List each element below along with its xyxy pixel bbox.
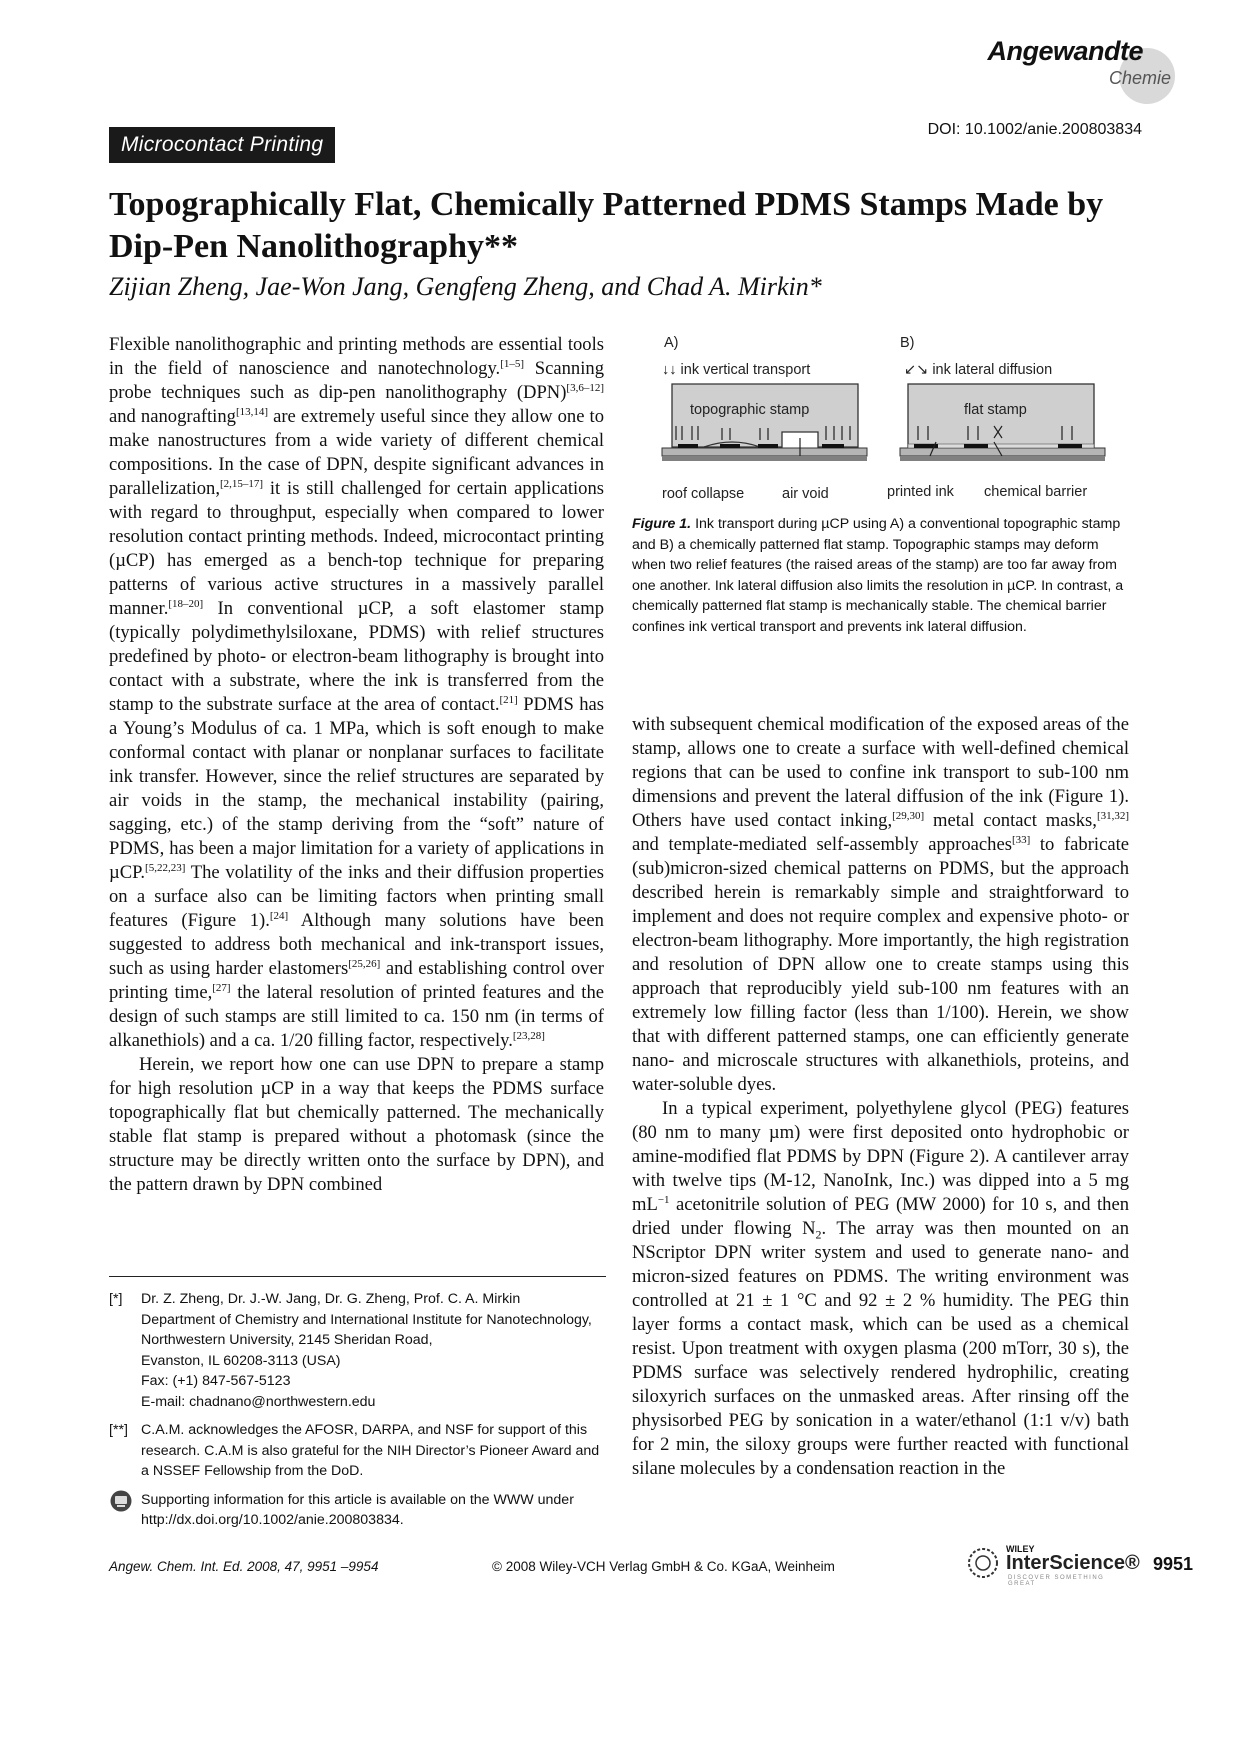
footnote-mark: [*] [109,1291,123,1307]
topographic-stamp-drawing [662,384,867,461]
publisher-tagline: DISCOVER SOMETHING GREAT [1008,1575,1105,1587]
footnote-mark: [**] [109,1422,128,1438]
panel-a-stamp-label: topographic stamp [690,402,810,418]
globe-icon [966,1546,1000,1580]
panel-b-label: B) [900,335,915,351]
flat-stamp-drawing [900,384,1105,461]
label-printed-ink: printed ink [887,484,954,500]
label-air-void: air void [782,486,829,502]
label-roof-collapse: roof collapse [662,486,745,502]
left-column [109,333,604,1197]
figure-1 [632,332,1132,504]
panel-a-arrow-label: ↓↓ ink vertical transport [662,362,811,378]
footnote-acknowledgement [109,1420,606,1482]
article-authors: Zijian Zheng, Jae-Won Jang, Gengfeng Zheng, and Chad A. Mirkin* [109,272,822,301]
footnote-text[interactable]: Supporting information for this article is available on the WWW under http://dx.doi.org/10.1002/anie.200803834. [141,1491,574,1528]
computer-icon [109,1490,141,1531]
panel-a-label: A) [664,335,679,351]
logo-line2: Chemie [1108,68,1171,88]
footnote-line: Dr. Z. Zheng, Dr. J.-W. Jang, Dr. G. Zheng, Prof. C. A. Mirkin [141,1291,521,1307]
publisher-name: InterScience® [1006,1552,1140,1574]
panel-b-arrow-label: ↙↘ ink lateral diffusion [904,362,1053,378]
footnote-email[interactable]: E-mail: chadnano@northwestern.edu [141,1393,376,1410]
article-title: Topographically Flat, Chemically Patterned PDMS Stamps Made by Dip-Pen Nanolithography** [109,186,1104,265]
paragraph: Flexible nanolithographic and printing methods are essential tools in the field of nanoscience and nanotechnology.[1–5] Scanning probe techniques such as dip-pen nanolithography (DPN)[3,6–12] and nanografting[13,14] are extremely useful since they allow one to make nanostructures from a wide variety of different chemical compositions. In the case of DPN, despite significant advances in parallelization,[2,15–17] it is still challenged for certain applications with regard to throughput, especially when compared to lower resolution contact printing methods. Indeed, microcontact printing (µCP) has emerged as a bench-top technique for preparing patterns of various active structures in a massively parallel manner.[18–20] In conventional µCP, a soft elastomer stamp (typically polydimethylsiloxane, PDMS) with relief structures predefined by photo- or electron-beam lithography is brought into contact with a substrate, where the ink is transferred from the stamp to the substrate surface at the area of contact.[21] PDMS has a Young’s Modulus of ca. 1 MPa, which is soft enough to make conformal contact with planar or nonplanar surfaces to facilitate ink transfer. However, since the relief structures are separated by air voids in the stamp, the mechanical instability (pairing, sagging, etc.) of the stamp deriving from the “soft” nature of PDMS, has been a major limitation for a variety of applications in µCP.[5,22,23] The volatility of the inks and their diffusion properties on a surface also can be limiting factors when printing small features (Figure 1).[24] Although many solutions have been suggested to address both mechanical and ink-transport issues, such as using harder elastomers[25,26] and establishing control over printing time,[27] the lateral resolution of printed features and the design of such stamps are still limited to ca. 150 nm (in terms of alkanethiols) and a ca. 1/20 filling factor, respectively.[23,28] [109,334,605,1051]
footnote-text: C.A.M. acknowledges the AFOSR, DARPA, and NSF for support of this research. C.A.M is also grateful for the NIH Director’s Pioneer Award and a NSSEF Fellowship from the DoD. [141,1422,600,1479]
right-column [632,713,1129,1481]
panel-b-stamp-label: flat stamp [964,402,1027,418]
paragraph: with subsequent chemical modification of the exposed areas of the stamp, allows one to create a surface with well-defined chemical regions that can be used to confine ink transport to sub-100 nm dimensions and prevent the lateral diffusion of the ink (Figure 1). Others have used contact inking,[29,30] metal contact masks,[31,32] and template-mediated self-assembly approaches[33] to fabricate (sub)micron-sized chemical patterns on PDMS, but the approach described herein is remarkably simple and straightforward to implement and does not require complex and expensive photo- or electron-beam lithography. More importantly, the high registration and resolution of DPN allow one to create stamps using this approach that reproducibly yield sub-100 nm features with an extremely low filling factor (less than 1/100). Herein, we show that with different patterned stamps, one can efficiently generate nano- and microscale structures with alkanethiols, proteins, and water-soluble dyes. [632,714,1130,1095]
page-number: 9951 [1152,1554,1193,1574]
footnote-supporting-info [109,1490,606,1531]
footnote-line: Department of Chemistry and International Institute for Nanotechnology, Northwestern University, 2145 Sheridan Road, [141,1311,592,1348]
publisher-small: WILEY [1006,1544,1035,1554]
paragraph: Herein, we report how one can use DPN to prepare a stamp for high resolution µCP in a way that keeps the PDMS surface topographically flat but chemically patterned. The mechanically stable flat stamp is prepared without a photomask (since the structure may be directly written onto the surface by DPN), and the pattern drawn by DPN combined [109,1054,604,1195]
footnote-affiliation [109,1289,606,1412]
paragraph: In a typical experiment, polyethylene glycol (PEG) features (80 nm to many µm) were first deposited onto hydrophobic or amine-modified flat PDMS by DPN (Figure 2). A cantilever array with twelve tips (M-12, NanoInk, Inc.) was dipped into a 5 mg $mL^{-1}$ acetonitrile solution of PEG (MW 2000) for 10 s, and then dried under flowing $N_2$. The array was then mounted on an NScriptor DPN writer system and used to generate nano- and micron-sized features on PDMS. The writing environment was controlled at 21 ± 1 °C and 92 ± 2 % humidity. The PEG thin layer forms a contact mask, which can be used as a chemical resist. Upon treatment with oxygen plasma (200 mTorr, 30 s), the PDMS surface was selectively rendered hydrophilic, creating siloxyrich surfaces on the unmasked areas. After rinsing off the physisorbed PEG by sonication in a water/ethanol (1:1 v/v) bath for 2 min, the siloxy groups were further reacted with functional silane molecules by a condensation reaction in the [632,1098,1129,1479]
footnotes [109,1276,606,1539]
section-tag: Microcontact Printing [109,127,335,163]
doi: DOI: 10.1002/anie.200803834 [927,121,1142,138]
label-chemical-barrier: chemical barrier [984,484,1088,500]
wiley-interscience-logo [966,1544,1140,1587]
journal-citation: Angew. Chem. Int. Ed. 2008, 47, 9951 –9954 [109,1559,379,1574]
caption-label: Figure 1. [632,516,692,532]
journal-logo [987,34,1171,94]
footnote-line: Fax: (+1) 847-567-5123 [141,1373,291,1389]
logo-line1: Angewandte [987,36,1143,66]
figure-caption [632,514,1129,637]
footnote-line: Evanston, IL 60208-3113 (USA) [141,1352,341,1369]
caption-text: Ink transport during µCP using A) a conventional topographic stamp and B) a chemically patterned flat stamp. Topographic stamps may deform when two relief features (the raised areas of the stamp) are too far away from one another. Ink lateral diffusion also limits the resolution in µCP. In contrast, a chemically patterned flat stamp is mechanically stable. The chemical barrier confines ink vertical transport and prevents ink lateral diffusion. [632,516,1124,635]
copyright: © 2008 Wiley-VCH Verlag GmbH & Co. KGaA, Weinheim [492,1559,835,1574]
